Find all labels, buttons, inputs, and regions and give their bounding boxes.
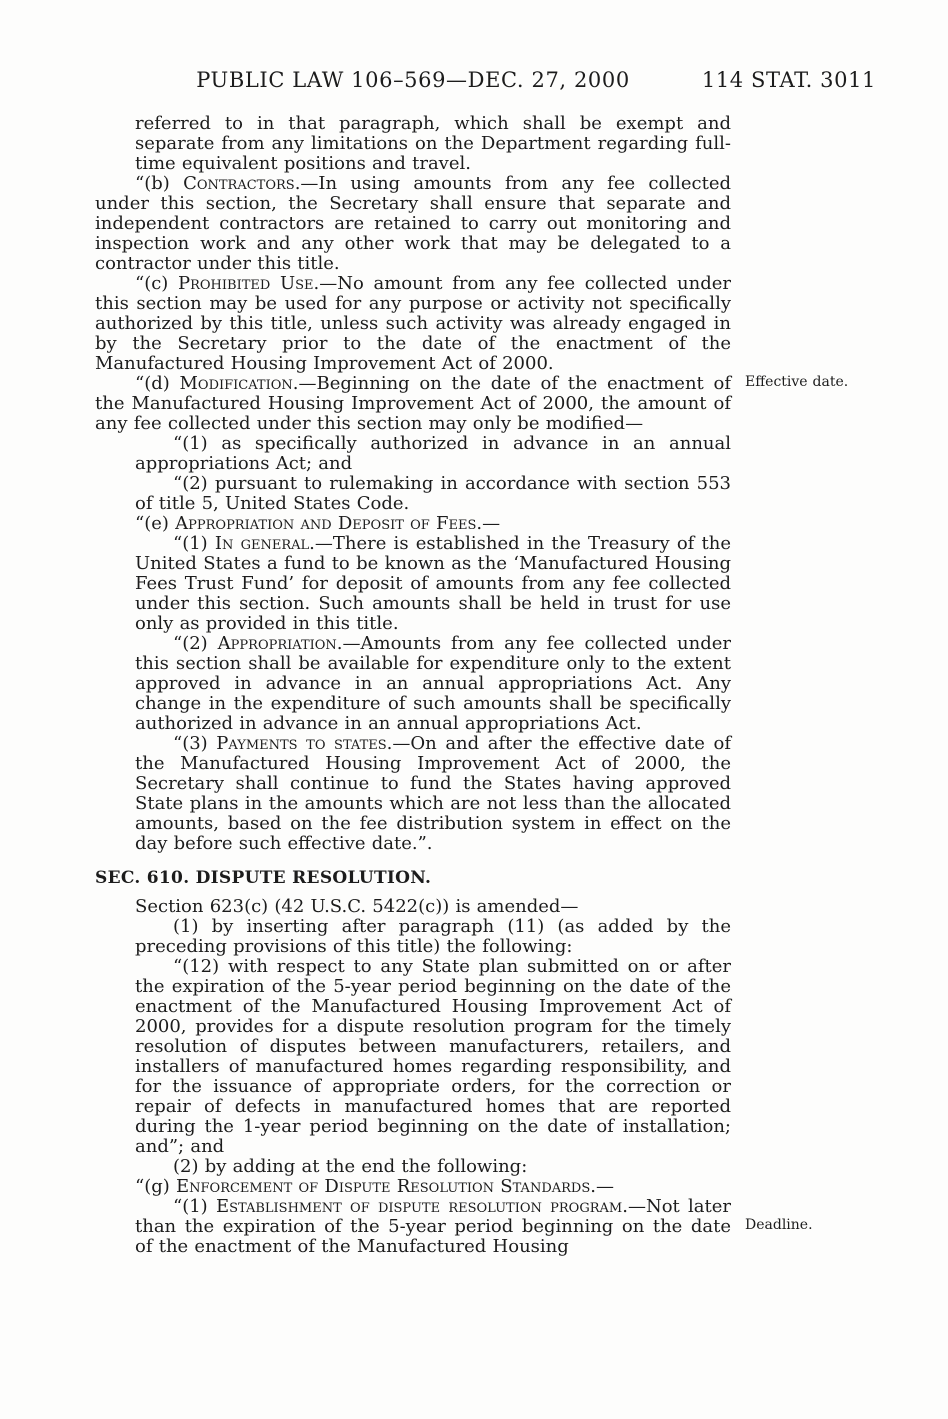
text-run: Enforcement of Dispute Resolution Standards [176, 1176, 591, 1197]
text-run: .— [590, 1176, 614, 1197]
text-run: Modification [179, 373, 293, 394]
body-paragraph [135, 917, 731, 957]
body-paragraph [135, 957, 731, 1157]
text-run: .—Beginning on the date of the enactment of the Manufactured Housing Improvement Act of 2000, the amount of any fee collected under this section may only be modified— [95, 373, 731, 434]
section-heading: SEC. 610. DISPUTE RESOLUTION. [95, 868, 432, 888]
text-run: .— [476, 513, 501, 534]
text-run: Contractors [183, 173, 295, 194]
body-paragraph [135, 434, 731, 474]
text-run: (1) by inserting after paragraph (11) (as added by the preceding provisions of this title) the following: [135, 916, 731, 957]
text-run: Establishment of dispute resolution program [215, 1196, 623, 1217]
text-run: .—No amount from any fee collected under this section may be used for any purpose or activity not specifically authorized by this title, unless such activity was already engaged in by the Secretary prior to the date of the enactment of the Manufactured Housing Improvement Act of 2000. [95, 273, 731, 374]
text-run: .—Not later than the expiration of the 5-year period beginning on the date of the enactment of the Manufactured Housing [135, 1196, 731, 1257]
text-run: “(1) as specifically authorized in advance in an annual appropriations Act; and [135, 433, 731, 474]
text-run: .—On and after the effective date of the Manufactured Housing Improvement Act of 2000, the Secretary shall continue to fund the States having approved State plans in the amounts which are not less than the allocated amounts, based on the fee distribution system in effect on the day before such effective date.”. [135, 733, 731, 854]
text-run: “(d) [135, 373, 180, 394]
text-run: .—Amounts from any fee collected under this section shall be available for expenditure only to the extent approved in advance in an annual appropriations Act. Any change in the expenditure of such amounts shall be specifically authorized in advance in an annual appropriations Act. [135, 633, 732, 734]
text-run: “(2) [173, 633, 218, 654]
body-paragraph [135, 634, 731, 734]
text-run: .—In using amounts from any fee collected under this section, the Secretary shall ensure that separate and independent contractors are retained to carry out monitoring and inspection work and any other work that may be delegated to a contractor under this title. [95, 173, 731, 274]
text-run: In general [214, 533, 310, 554]
text-run: Prohibited Use [177, 273, 314, 294]
text-run: “(1) [173, 1196, 216, 1217]
body-paragraph [135, 1157, 731, 1177]
text-run: “(c) [135, 273, 178, 294]
body-paragraph [135, 534, 731, 634]
body-paragraph [135, 1196, 813, 1257]
text-run: “(12) with respect to any State plan submitted on or after the expiration of the 5-year period beginning on the date of the enactment of the Manufactured Housing Improvement Act of 2000, provides for a dispute resolution program for the timely resolution of disputes between manufacturers, retailers, and installers of manufactured homes regarding responsibility, and for the issuance of appropriate orders, for the correction or repair of defects in manufactured homes that are reported during the 1-year period beginning on the date of installation; and”; and [135, 956, 731, 1157]
text-run: (2) by adding at the end the following: [173, 1156, 528, 1177]
text-run: referred to in that paragraph, which shall be exempt and separate from any limitations on the Department regarding full-time equivalent positions and travel. [135, 113, 731, 174]
text-run: Payments to states [216, 733, 387, 754]
text-run: “(3) [173, 733, 217, 754]
text-run: “(b) [135, 173, 184, 194]
body-paragraph [135, 474, 731, 514]
body-paragraph [95, 373, 849, 434]
body-paragraph [95, 1177, 731, 1197]
body-paragraph [95, 274, 731, 374]
body-paragraph [135, 114, 731, 174]
text-run: Section 623(c) (42 U.S.C. 5422(c)) is amended— [135, 896, 579, 917]
body-paragraph [95, 897, 731, 917]
text-run: “(1) [173, 533, 215, 554]
margin-note: Deadline. [745, 1217, 813, 1233]
text-run: Appropriation and Deposit of Fees [175, 513, 477, 534]
text-run: “(e) [135, 513, 176, 534]
text-run: “(g) [135, 1176, 176, 1197]
body-paragraph [95, 174, 731, 274]
text-run: .—There is established in the Treasury of the United States a fund to be known as the ‘Manufactured Housing Fees Trust Fund’ for deposit of amounts from any fee collected under this section. Such amounts shall be held in trust for use only as provided in this title. [135, 533, 732, 634]
running-header-stat-page-number: 114 STAT. 3011 [701, 68, 876, 92]
body-paragraph [135, 734, 731, 854]
margin-note: Effective date. [745, 374, 849, 390]
text-run: Appropriation [217, 633, 337, 654]
body-paragraph [95, 514, 731, 534]
text-run: “(2) pursuant to rulemaking in accordance with section 553 of title 5, United States Code. [135, 473, 731, 514]
running-header-law-title: PUBLIC LAW 106–569—DEC. 27, 2000 [196, 68, 630, 92]
document-body [95, 113, 849, 1257]
